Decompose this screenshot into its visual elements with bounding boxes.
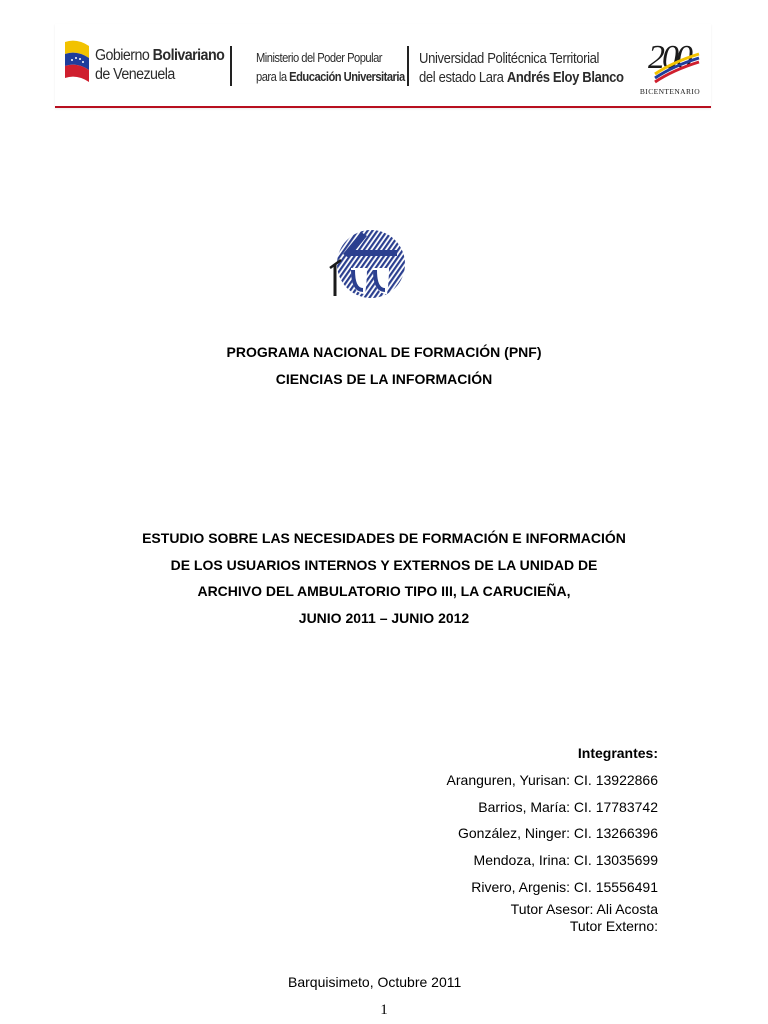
venezuela-flag-logo: [63, 36, 91, 88]
bicentennial-label: BICENTENARIO: [639, 87, 701, 96]
bicentennial-number: 200: [648, 39, 690, 76]
page-number: 1: [380, 1002, 388, 1018]
university-logo: [327, 224, 407, 300]
members-label: Integrantes:: [577, 745, 658, 761]
government-line2: de Venezuela: [95, 66, 175, 83]
government-bold: Bolivariano: [152, 47, 225, 64]
program-line2: CIENCIAS DE LA INFORMACIÓN: [275, 370, 493, 387]
study-title-line4: JUNIO 2011 – JUNIO 2012: [298, 609, 470, 626]
bicentennial-logo: [633, 32, 707, 98]
ministry-name: [256, 48, 405, 86]
study-title-line2: DE LOS USUARIOS INTERNOS Y EXTERNOS DE LA UNIDAD DE: [170, 556, 598, 573]
header-divider: [407, 46, 409, 86]
government-line1: Gobierno: [95, 47, 150, 64]
place-date: Barquisimeto, Octubre 2011: [288, 974, 462, 990]
study-title-line1: ESTUDIO SOBRE LAS NECESIDADES DE FORMACIÓN E INFORMACIÓN: [142, 530, 626, 546]
member-item: Rivero, Argenis: CI. 15556491: [471, 878, 658, 895]
member-item: Mendoza, Irina: CI. 13035699: [473, 852, 658, 869]
study-title: [0, 525, 768, 631]
university-line1: Universidad Politécnica Territorial: [419, 51, 600, 67]
government-name: [95, 46, 224, 84]
university-name: [419, 50, 624, 88]
header-divider: [230, 46, 232, 86]
header-banner: [55, 24, 711, 108]
university-line2-bold: Andrés Eloy Blanco: [506, 70, 624, 86]
tutor-advisor: Tutor Asesor: Ali Acosta: [510, 900, 658, 917]
member-item: Barrios, María: CI. 17783742: [478, 798, 658, 815]
ministry-line2-prefix: para la: [256, 69, 287, 84]
members-block: [447, 740, 658, 935]
study-title-line3: ARCHIVO DEL AMBULATORIO TIPO III, LA CARUCIEÑA,: [197, 583, 571, 599]
university-line2-prefix: del estado Lara: [419, 70, 504, 86]
member-item: González, Ninger: CI. 13266396: [457, 825, 658, 842]
program-heading: [0, 339, 768, 392]
ministry-line1: Ministerio del Poder Popular: [256, 50, 383, 65]
ministry-line2-bold: Educación Universitaria: [289, 69, 405, 84]
member-item: Aranguren, Yurisan: CI. 13922866: [446, 771, 658, 788]
program-line1: PROGRAMA NACIONAL DE FORMACIÓN (PNF): [226, 344, 542, 360]
tutor-external: Tutor Externo:: [569, 917, 658, 934]
